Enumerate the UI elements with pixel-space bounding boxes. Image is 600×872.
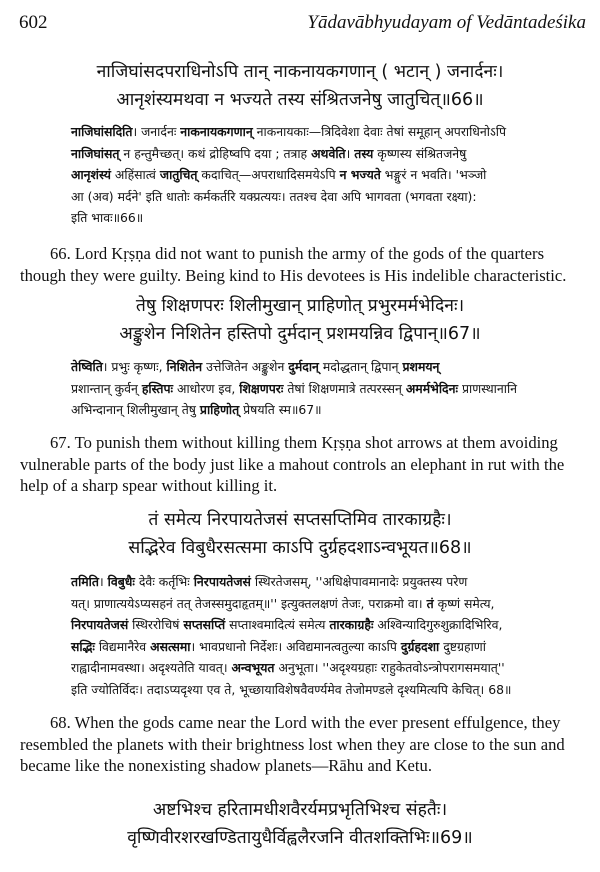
commentary-text: । भावप्रधानो निर्देशः। अविद्यमानत्वतुल्या काऽपि: [190, 638, 401, 654]
commentary-line: [71, 207, 572, 229]
verse-66: [0, 58, 600, 114]
commentary-text: । जनार्दनः: [132, 124, 181, 139]
commentary-keyword: आनृशंस्यं: [71, 167, 111, 182]
commentary-line: [71, 164, 572, 186]
commentary-line: [71, 356, 572, 378]
translation-line: 67. To punish them without killing them Kṛṣṇa shot arrows at them avoiding: [50, 433, 558, 452]
commentary-keyword: दुर्मदान्: [288, 359, 319, 374]
commentary-keyword: अथवेति: [311, 145, 346, 161]
translation-line: help of a sharp spear without killing it.: [20, 476, 278, 495]
verse-line: आनृशंस्यमथवा न भज्यते तस्य संश्रितजनेषु जातुचित्॥66॥: [116, 90, 484, 110]
commentary-line: [71, 378, 572, 400]
commentary-keyword: अन्वभूयत: [231, 660, 275, 675]
commentary-text: उत्तेजितेन अङ्कुशेन: [202, 359, 289, 374]
verse-line: वृष्णिवीरशरखण्डितायुधैर्विह्वलैरजनि वीतशक्तिभिः॥69॥: [127, 828, 473, 848]
commentary-keyword: प्रशमयन्: [402, 359, 440, 374]
commentary-line: [71, 121, 572, 143]
commentary-keyword: नाकनायकगणान्: [180, 124, 253, 139]
commentary-keyword: तारकाग्रहैः: [329, 617, 374, 632]
commentary-line: [71, 679, 572, 701]
translation-line: though they were guilty. Being kind to His devotees is His indelible characteristic.: [20, 265, 567, 285]
commentary-keyword: न भज्यते: [339, 167, 381, 182]
commentary-line: [71, 593, 572, 615]
commentary-keyword: तेष्विति: [71, 359, 103, 374]
commentary-66: [21, 121, 586, 229]
commentary-keyword: तस्य: [354, 145, 374, 161]
commentary-text: विद्यमानैरेव: [94, 638, 151, 654]
commentary-text: अनुभूता। ''अदृश्यग्रहाः राहुकेतवोऽन्त्रोपरागसमयात्'': [274, 660, 505, 675]
commentary-keyword: हस्तिपः: [141, 380, 174, 396]
commentary-line: [71, 399, 572, 421]
commentary-text: अहिंसात्वं: [110, 167, 160, 182]
commentary-text: सप्ताश्वमादित्यं समेत्य: [225, 617, 330, 632]
translation-line: 66. Lord Kṛṣṇa did not want to punish the army of the gods of the quarters: [50, 244, 545, 263]
commentary-text: देवैः कर्तृभिः: [134, 574, 194, 589]
commentary-text: इति भावः॥66॥: [71, 210, 144, 225]
translation-line: became like the nonexisting shadow planets—Rāhu and Ketu.: [20, 756, 432, 775]
commentary-keyword: अमर्मभेदिनः: [405, 380, 459, 396]
running-title: Yādavābhyudayam of Vedāntadeśika: [307, 12, 586, 33]
commentary-text: न हन्तुमैच्छत्। कथं द्रोहिष्वपि दया ; तत्राह: [119, 145, 312, 161]
commentary-text: अभिन्दानान् शिलीमुखान् तेषु: [71, 402, 200, 417]
commentary-keyword: शिक्षणपरः: [239, 380, 284, 396]
commentary-line: [71, 571, 572, 593]
commentary-text: कृष्णस्य संश्रितजनेषु: [373, 145, 467, 161]
commentary-text: अश्विन्यादिगुरुशुक्रादिभिरिव,: [373, 617, 503, 632]
commentary-keyword: नाजिघांसदिति: [71, 124, 133, 139]
commentary-keyword: तं: [426, 595, 434, 611]
commentary-text: इति ज्योतिर्विदः। तदाऽप्यदृश्या एव ते, भूच्छायाविशेषवैवर्ण्यमेव तेजोमण्डले दृश्यमित्यपि केचित्। 68॥: [71, 681, 512, 697]
commentary-keyword: निरपायतेजसं: [71, 617, 129, 632]
commentary-text: तेषां शिक्षणमात्रे तत्परस्सन्: [283, 380, 406, 396]
verse-line: अङ्कुशेन निशितेन हस्तिपो दुर्मदान् प्रशमयन्निव द्विपान्॥67॥: [119, 324, 481, 344]
commentary-67: [21, 356, 586, 421]
verse-69: [0, 796, 600, 852]
commentary-line: [71, 143, 572, 165]
commentary-text: । प्रभुः कृष्णः,: [102, 359, 167, 374]
commentary-line: [71, 614, 572, 636]
commentary-text: स्थिररोचिषं: [128, 617, 184, 632]
page-number: 602: [19, 12, 48, 33]
translation-line: resembled the planets with their brightness lost when they are close to the sun and: [20, 734, 565, 754]
verse-line: तं समेत्य निरपायतेजसं सप्तसप्तिमिव तारकाग्रहैः।: [148, 510, 452, 530]
translation-line: vulnerable parts of the body just like a mahout controls an elephant in rut with the: [20, 454, 565, 474]
commentary-keyword: असत्समा: [150, 638, 191, 654]
verse-line: तेषु शिक्षणपरः शिलीमुखान् प्राहिणोत् प्रभुरमर्मभेदिनः।: [135, 296, 465, 316]
commentary-text: कदाचित्—अपराधादिसमयेऽपि: [197, 167, 340, 182]
commentary-keyword: सप्तसप्तिं: [183, 617, 226, 632]
commentary-text: यत्। प्राणात्ययेऽप्यसहनं तत् तेजस्समुदाहृतम्॥'' इत्युक्तलक्षणं तेजः, पराक्रमो वा।: [71, 595, 427, 611]
commentary-keyword: सद्भिः: [71, 638, 95, 654]
translation-66: [0, 243, 600, 286]
commentary-text: भङ्गुरं न भवति। 'भञ्जो: [380, 167, 487, 182]
commentary-text: प्राणस्थानानि: [458, 380, 518, 396]
commentary-line: [71, 186, 572, 208]
commentary-keyword: तमिति: [71, 574, 99, 589]
commentary-text: मदोद्धतान् द्विपान्: [318, 359, 403, 374]
verse-line: अष्टभिश्च हरितामधीशवैरर्यमप्रभृतिभिश्च संहतैः।: [152, 800, 448, 820]
page-header: [19, 12, 586, 36]
commentary-text: दुष्टग्रहाणां: [439, 638, 486, 654]
commentary-text: नाकनायकाः—त्रिदिवेशा देवाः तेषां समूहान् अपराधिनोऽपि: [252, 124, 507, 139]
translation-68: [0, 712, 600, 777]
commentary-text: प्रशान्तान् कुर्वन्: [71, 380, 142, 396]
verse-line: सद्भिरेव विबुधैरसत्समा काऽपि दुर्ग्रहदशाऽन्वभूयत॥68॥: [128, 538, 472, 558]
commentary-text: ।: [98, 574, 108, 589]
commentary-text: प्रेषयति स्म॥67॥: [239, 402, 322, 417]
commentary-text: आधोरण इव,: [173, 380, 240, 396]
commentary-line: [71, 636, 572, 658]
commentary-keyword: जातुचित्: [159, 167, 198, 182]
verse-68: [0, 506, 600, 562]
commentary-keyword: नाजिघांसत्: [71, 145, 120, 161]
commentary-line: [71, 657, 572, 679]
verse-67: [0, 292, 600, 348]
commentary-keyword: दुर्ग्रहदशा: [400, 638, 440, 654]
commentary-keyword: विबुधैः: [107, 574, 135, 589]
commentary-keyword: प्राहिणोत्: [199, 402, 240, 417]
commentary-text: आ (अव) मर्दने' इति धातोः कर्मकर्तरि यक्प्रत्ययः। ततश्च देवा अपि भागवता (भगवता रक्ष्या):: [71, 188, 477, 204]
commentary-keyword: निरपायतेजसं: [193, 574, 251, 589]
commentary-text: कृष्णं समेत्य,: [433, 595, 495, 611]
commentary-text: राह्वादीनामवस्था। अदृश्यतेति यावत्।: [71, 660, 232, 675]
translation-67: [0, 432, 600, 497]
commentary-text: ।: [345, 145, 355, 161]
verse-line: नाजिघांसदपराधिनोऽपि तान् नाकनायकगणान् ( भटान् ) जनार्दनः।: [96, 62, 504, 82]
commentary-68: [21, 571, 586, 700]
commentary-text: स्थिरतेजसम्, ''अधिक्षेपावमानादेः प्रयुक्तस्य परेण: [250, 574, 468, 589]
commentary-keyword: निशितेन: [166, 359, 203, 374]
translation-line: 68. When the gods came near the Lord with the ever present effulgence, they: [50, 713, 561, 732]
